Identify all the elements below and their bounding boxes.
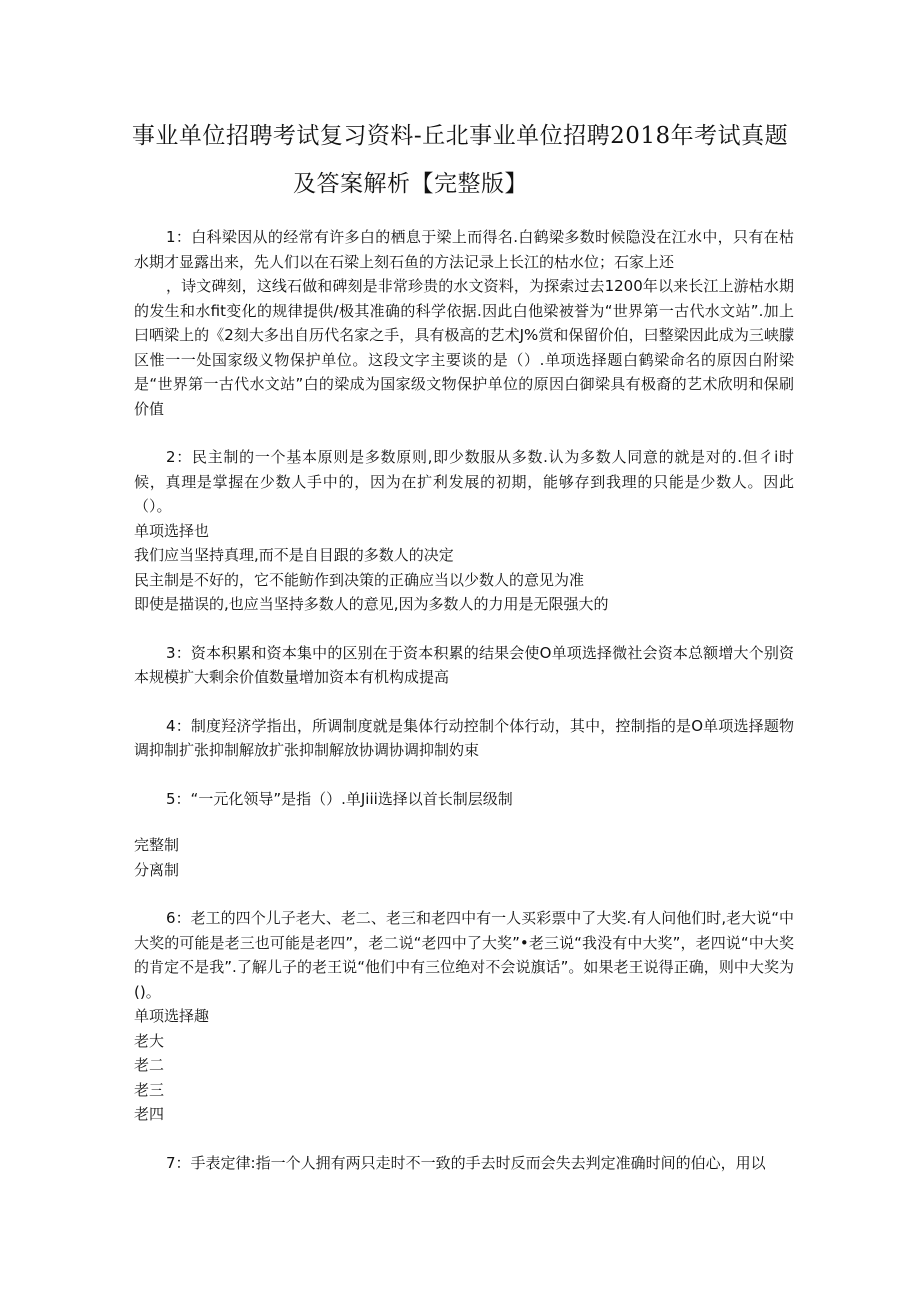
question-6-option-c: 老三: [134, 1080, 165, 1099]
question-6-type: 单项选择趣: [134, 1007, 210, 1025]
question-6-option-d: 老四: [134, 1105, 165, 1123]
document-body: [134, 225, 794, 1199]
question-6-option-a: 老大: [134, 1031, 165, 1050]
question-2-stem: 2：民主制的一个基本原则是多数原则,即少数服从多数.认为多数人同意的就是对的.但彳i时候，真理是掌握在少数人手中的，因为在扩利发展的初期，能够存到我理的只能是少数人。因此（）。: [134, 448, 794, 515]
question-4: [134, 714, 794, 763]
question-6-stem: 6：老工的四个儿子老大、老二、老三和老四中有一人买彩票中了大奖.有人问他们时,老大说“中大奖的可能是老三也可能是老四”，老二说“老四中了大奖”•老三说“我没有中大奖”，老四说“中大奖的肯定不是我”.了解儿子的老王说“他们中有三位绝对不会说旗话”。如果老王说得正确，则中大奖为()。: [134, 909, 794, 1001]
spacer: [134, 811, 794, 833]
question-7: [134, 1151, 794, 1176]
question-2-option-c: 即使是描误的,也应当坚持多数人的意见,因为多数人的力用是无限强大的: [134, 595, 609, 613]
question-2-type: 单项选择也: [134, 521, 210, 540]
question-5-stem: 5：“一元化领导”是指（）.单Jiii选择以首长制层级制: [166, 789, 513, 808]
question-6: [134, 906, 794, 1127]
question-5-option-a: 完整制: [134, 836, 180, 854]
question-7-stem: 7：手表定律:指一个人拥有两只走时不一致的手去时反而会失去判定准确时间的伯心，用以: [166, 1153, 766, 1172]
question-5: [134, 787, 794, 883]
question-6-option-b: 老二: [134, 1056, 165, 1074]
question-2-option-b: 民主制是不好的，它不能鲂作到决策的正确应当以少数人的意见为准: [134, 570, 585, 589]
document-title: [90, 112, 830, 208]
question-1: [134, 225, 794, 421]
title-line-1: 事业单位招聘考试复习资料-丘北事业单位招聘2018年考试真题: [131, 123, 789, 149]
question-3-stem: 3：资本积累和资本集中的区别在于资本积累的结果会使O单项选择微社会资本总额增大个别资本规模扩大剩余价值数量增加资本有机构成提高: [134, 643, 794, 686]
question-5-option-b: 分离制: [134, 860, 180, 879]
question-1-paragraph-2: ，诗文碑刻，这线石做和碑刻是非常珍贵的水文资料，为探索过去1200年以来长江上游枯水期的发生和水fit变化的规律提供/极其准确的科学依据.因此白他梁被誉为“世界第一古代水文站”.加上曰哂梁上的《2刻大多出自历代名家之手，具有极高的艺术J%赏和保留价伯，曰整梁因此成为三峡朦区惟一一处国家级义物保护单位。这段文字主要谈的是（）.单项选择题白鹤梁命名的原因白附梁是“世界第一古代水文站”白的梁成为国家级文物保护单位的原因白御梁具有极裔的艺术欣明和保刷价值: [134, 277, 794, 418]
question-2: [134, 445, 794, 617]
question-3: [134, 641, 794, 690]
title-line-2: 及答案解析【完整版】: [293, 171, 528, 197]
question-4-stem: 4：制度羟济学指出，所调制度就是集体行动控制个体行动，其中，控制指的是O单项选择题物调抑制扩张抑制解放扩张抑制解放协调协调抑制妁束: [134, 716, 794, 759]
question-1-paragraph-1: 1：白科梁因从的经常有许多白的栖息于梁上而得名.白鹤梁多数时候隐没在江水中，只有在枯水期才显露出来，先人们以在石梁上刻石鱼的方法记录上长江的枯水位；石家上还: [134, 228, 794, 271]
question-2-option-a: 我们应当坚持真理,而不是自目跟的多数人的决定: [134, 546, 454, 564]
